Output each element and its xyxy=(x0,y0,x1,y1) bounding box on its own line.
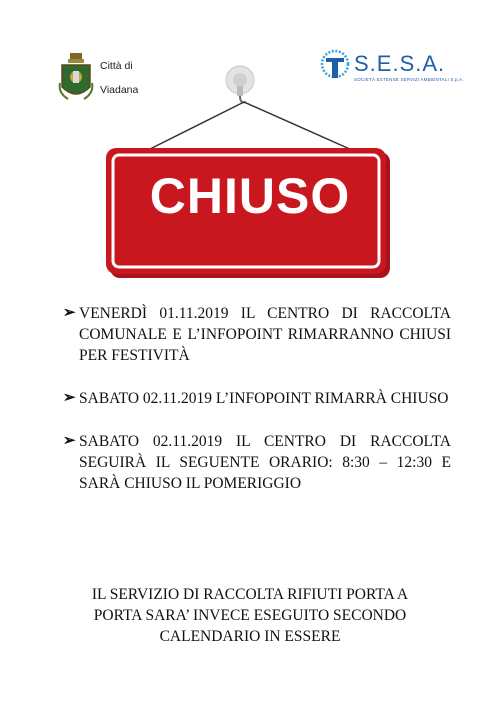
footer-note xyxy=(40,584,460,647)
notice-text: VENERDÌ 01.11.2019 IL CENTRO DI RACCOLTA COMUNALE E L’INFOPOINT RIMARRANNO CHIUSI PER FESTIVITÀ xyxy=(79,305,451,364)
arrow-bullet-icon: ➢ xyxy=(63,305,76,321)
arrow-bullet-icon: ➢ xyxy=(63,390,76,406)
footer-line: CALENDARIO IN ESSERE xyxy=(159,628,341,645)
footer-line: IL SERVIZIO DI RACCOLTA RIFIUTI PORTA A xyxy=(91,586,409,603)
suction-hook-icon xyxy=(226,66,254,102)
list-item xyxy=(63,388,451,409)
notice-text: SABATO 02.11.2019 L’INFOPOINT RIMARRÀ CHIUSO xyxy=(79,390,449,407)
notice-text: SABATO 02.11.2019 IL CENTRO DI RACCOLTA SEGUIRÀ IL SEGUENTE ORARIO: 8:30 – 12:30 E SARÀ CHIUSO IL POMERIGGIO xyxy=(79,433,451,492)
closed-sign xyxy=(100,58,400,283)
list-item xyxy=(63,303,451,366)
city-name-line2: Viadana xyxy=(100,84,139,96)
notice-list xyxy=(63,303,451,516)
city-crest-icon xyxy=(58,53,94,103)
footer-line: PORTA SARA’ INVECE ESEGUITO SECONDO xyxy=(93,607,407,624)
sign-label: CHIUSO xyxy=(149,168,351,224)
arrow-bullet-icon: ➢ xyxy=(63,433,76,449)
city-name-line1: Città di xyxy=(100,60,133,72)
list-item xyxy=(63,431,451,494)
sesa-name: S.E.S.A. xyxy=(354,50,446,76)
sesa-subtitle: SOCIETÀ ESTENSE SERVIZI AMBIENTALI S.p.A. xyxy=(354,76,464,82)
